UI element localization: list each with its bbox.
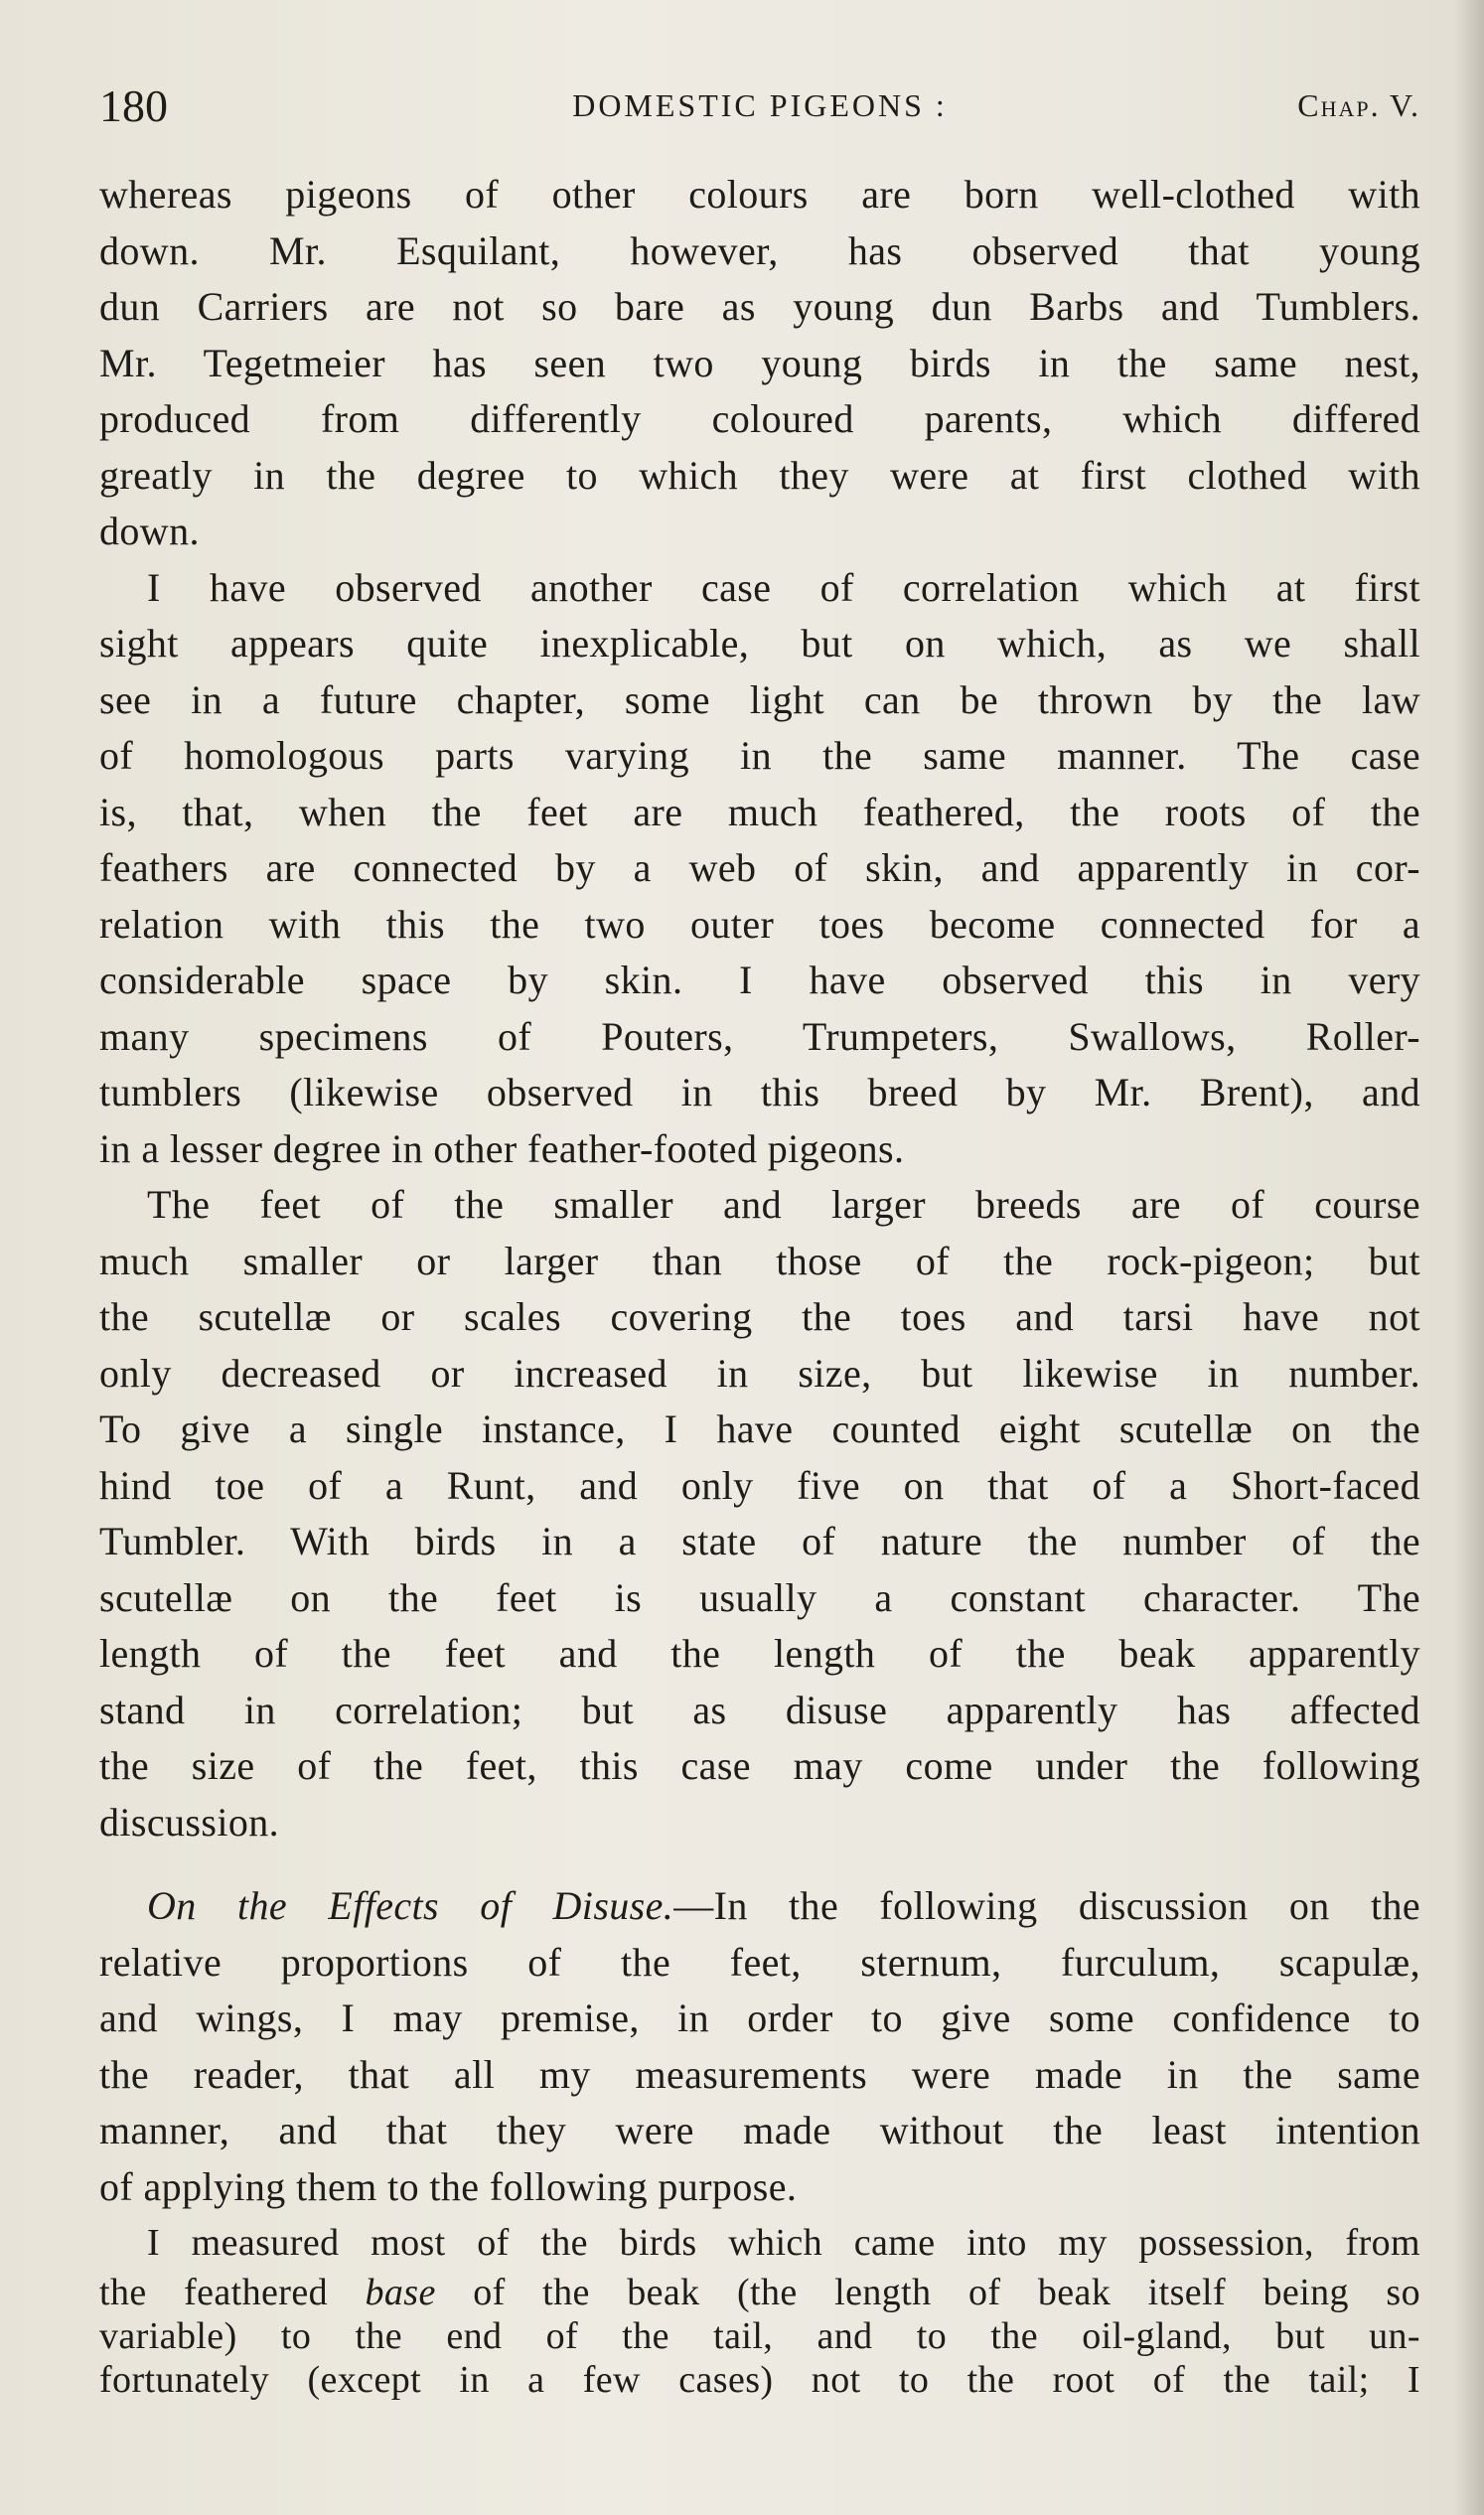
text-line: discussion.	[99, 1799, 280, 1845]
measurement-paragraph	[99, 2215, 1420, 2402]
body-text	[99, 167, 1420, 2402]
text-line: Tumbler. With birds in a state of nature the number of the	[99, 1519, 1420, 1563]
paragraph-3	[99, 1177, 1420, 1850]
running-title: DOMESTIC PIGEONS :	[572, 87, 948, 123]
text-line: The feet of the smaller and larger breeds are of course	[147, 1182, 1420, 1227]
paragraph-1	[99, 167, 1420, 560]
text-line: and wings, I may premise, in order to give some confidence to	[99, 1996, 1420, 2040]
paragraph-2	[99, 560, 1420, 1178]
text-run: of the beak (the length of beak itself being so	[435, 2272, 1420, 2313]
text-line: of applying them to the following purpose.	[99, 2163, 798, 2209]
text-line: To give a single instance, I have counted eight scutellæ on the	[99, 1406, 1420, 1451]
text-line: Mr. Tegetmeier has seen two young birds in the same nest,	[99, 340, 1420, 385]
text-line: feathers are connected by a web of skin, and apparently in cor-	[99, 845, 1420, 890]
text-line: the size of the feet, this case may come under the following	[99, 1743, 1420, 1788]
chapter-reference: Chap. V.	[1297, 87, 1420, 123]
text-line: considerable space by skin. I have observed this in very	[99, 958, 1420, 1002]
text-line: scutellæ on the feet is usually a constant character. The	[99, 1574, 1420, 1620]
text-line	[99, 2271, 1420, 2314]
text-line: produced from differently coloured parents, which differed	[99, 396, 1420, 441]
italic-term: base	[365, 2272, 436, 2313]
text-line: manner, and that they were made without the least intention	[99, 2108, 1420, 2152]
text-line: the reader, that all my measurements were made in the same	[99, 2051, 1420, 2097]
text-line: dun Carriers are not so bare as young dun Barbs and Tumblers.	[99, 284, 1420, 329]
text-run: the feathered	[99, 2272, 366, 2313]
text-line: hind toe of a Runt, and only five on that of a Short-faced	[99, 1462, 1420, 1508]
text-line	[99, 1878, 1420, 1935]
text-line: variable) to the end of the tail, and to the oil-gland, but un-	[99, 2315, 1420, 2357]
text-line: down. Mr. Esquilant, however, has observed that young	[99, 227, 1420, 273]
text-line: stand in correlation; but as disuse apparently has affected	[99, 1687, 1420, 1732]
text-line: fortunately (except in a few cases) not to the root of the tail; I	[99, 2359, 1420, 2401]
text-line: greatly in the degree to which they were at first clothed with	[99, 452, 1420, 498]
text-line: many specimens of Pouters, Trumpeters, Swallows, Roller-	[99, 1013, 1420, 1059]
text-line: sight appears quite inexplicable, but on which, as we shall	[99, 621, 1420, 666]
text-run: —In the following discussion on the	[673, 1883, 1421, 1928]
section-disuse-paragraph	[99, 1878, 1420, 2215]
text-line: only decreased or increased in size, but likewise in number.	[99, 1350, 1420, 1396]
text-line: the scutellæ or scales covering the toes and tarsi have not	[99, 1294, 1420, 1339]
text-line: is, that, when the feet are much feathered, the roots of the	[99, 789, 1420, 834]
text-line: down.	[99, 509, 200, 553]
text-line: in a lesser degree in other feather-footed pigeons.	[99, 1125, 905, 1171]
text-line: length of the feet and the length of the beak apparently	[99, 1631, 1420, 1676]
section-heading: On the Effects of Disuse.	[147, 1883, 674, 1928]
text-line: see in a future chapter, some light can be thrown by the law	[99, 676, 1420, 722]
text-line: relation with this the two outer toes become connected for a	[99, 901, 1420, 947]
text-line: of homologous parts varying in the same manner. The case	[99, 733, 1420, 778]
text-line: relative proportions of the feet, sternum, furculum, scapulæ,	[99, 1939, 1420, 1985]
text-line: tumblers (likewise observed in this breed by Mr. Brent), and	[99, 1070, 1420, 1114]
text-line: I measured most of the birds which came into my possession, from	[147, 2222, 1420, 2264]
text-line: I have observed another case of correlation which at first	[147, 564, 1420, 610]
page-number: 180	[99, 80, 168, 131]
text-line: whereas pigeons of other colours are born well-clothed with	[99, 172, 1420, 217]
running-head	[99, 79, 1420, 139]
text-line: much smaller or larger than those of the rock-pigeon; but	[99, 1238, 1420, 1283]
